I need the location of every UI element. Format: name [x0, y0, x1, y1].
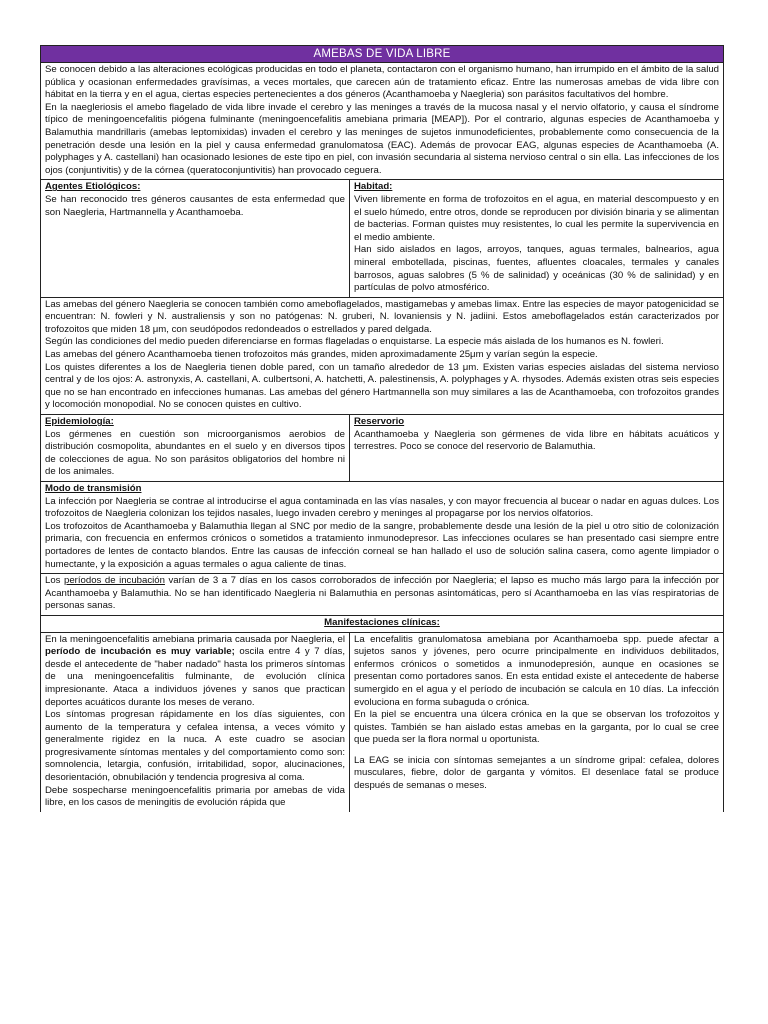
generos-section [41, 298, 723, 415]
intro-paragraph-2: En la naegleriosis el amebo flagelado de vida libre invade el cerebro y las meninges a través de la mucosa nasal y el nervio olfatorio, y causa el síndrome típico de meningoencefalitis piógena fulminante (meningoencefalitis amebiana primaria [MEAP]). Por el contrario, algunas especies de Acanthamoeba y Balamuthia mandrillaris (amebas leptomixidas) invaden el cerebro y las meninges de sujetos inmunodeficientes, probablemente como consecuencia de la penetración desde una lesión en la piel y causa enfermedad granulomatosa (EAC). Además de provocar EAG, algunas especies de Acanthamoeba (A. polyphages y A. castellani) han ocasionado lesiones de este tipo en piel, con invasión secundaria al sistema nervioso central o sin ella. Las infecciones de los ojos (conjuntivitis) y de la córnea (queratoconjuntivitis) han provocado ceguera. [45, 101, 719, 176]
manifestaciones-right [350, 633, 723, 812]
epidemiologia-section [41, 415, 350, 481]
transmision-section [41, 482, 723, 574]
habitat-paragraph-2: Han sido aislados en lagos, arroyos, tanques, aguas termales, balnearios, agua mineral embotellada, piscinas, fuentes, afluentes cloacales, termales y canales barrosos, aguas salobres (5 % de salinidad) y oceánicas (30 % de salinidad) y en partículas de polvo atmosférico. [354, 244, 719, 294]
meap-p1-bold: período de incubación es muy variable; [45, 646, 235, 658]
intro-paragraph-1: Se conocen debido a las alteraciones ecológicas producidas en todo el planeta, contactaron con el organismo humano, han irrumpido en el ámbito de la salud pública y ocasionan enfermedades gravísimas, a veces mortales, que carecen aún de tratamiento eficaz. Entre las numerosas amebas de vida libre con hábitat en la tierra y en el agua, ciertas especies pertenecientes a dos géneros (Acanthamoeba y Naegleria) son parásitos facultativos del hombre. [45, 64, 719, 101]
generos-paragraph-3: Las amebas del género Acanthamoeba tienen trofozoitos más grandes, miden aproximadamente 25μm y varían según la especie. [45, 349, 598, 361]
generos-paragraph-4: Los quistes diferentes a los de Naegleria tienen doble pared, con un tamaño alrededor de 13 μm. Existen varias especies aisladas del sistema nervioso central y de los ojos: A. astronyxis, A. castellani, A. culbertsoni, A. hatchetti, A. palestinensis, A. polyphages y A. rhysodes. Además existen otras seis especies que no se han encontrado en infecciones humanas. Las amebas del género Hartmannella son muy similares a las de Acanthamoeba, con trofozoitos grandes y locomoción monopodial. No se conocen quistes en cultivo. [45, 361, 719, 411]
meap-p1-start: En la meningoencefalitis amebiana primaria causada por Naegleria, el [45, 633, 345, 645]
manifestaciones-heading: Manifestaciones clínicas: [324, 616, 440, 628]
manifestaciones-left [41, 633, 350, 812]
incubacion-prefix: Los [45, 575, 64, 587]
agentes-habitat-row [41, 180, 723, 297]
generos-paragraph-2: Según las condiciones del medio pueden diferenciarse en formas flageladas o enquistarse. La especie más aislada de los humanos es N. fowleri. [45, 336, 664, 348]
incubacion-term: períodos de incubación [64, 575, 165, 587]
meap-paragraph-3: Debe sospecharse meningoencefalitis primaria por amebas de vida libre, en los casos de meningitis de evolución rápida que [45, 784, 345, 809]
agentes-section [41, 180, 350, 296]
incubacion-paragraph [45, 575, 719, 613]
meap-p1-end: oscila entre 4 y 7 días, desde el antecedente de "haber nadado" hasta los primeros síntomas de una meningoencefalitis fulminante, de evolución clínica impresionante. Ataca a individuos jóvenes y sanos que practican deportes acuáticos durante los meses de verano. [45, 646, 345, 708]
eag-paragraph-1: La encefalitis granulomatosa amebiana por Acanthamoeba spp. puede afectar a sujetos sanos y jóvenes, pero ocurre principalmente en individuos debilitados, enfermos crónicos o sometidos a inmunodepresión, aunque en ocasiones se presentan como portadores sanos. En esta entidad existe el antecedente de haberse sumergido en el agua y el período de incubación se calcula en 10 días. La infección evoluciona en forma subaguda o crónica. [354, 633, 719, 708]
transmision-paragraph-2: Los trofozoitos de Acanthamoeba y Balamuthia llegan al SNC por medio de la sangre, probablemente desde una lesión de la piel u otro sitio de colonización primaria, con frecuencia en enfermos crónicos o sometidos a tratamiento inmunodepresor. Las infecciones oculares se han presentado casi siempre entre portadores de lentes de contacto blandos. Entre las causas de infección corneal se han hallado el uso de solución salina casera, como agente limpiador o humectante, y la exposición a aguas termales o agua caliente de tinas. [45, 520, 719, 570]
incubacion-text: varían de 3 a 7 días en los casos corroborados de infección por Naegleria; el lapso es mucho más largo para la infección por Acanthamoeba y Balamuthia. No se han identificado Naegleria ni Balamuthia en personas asintomáticas, pero sí Acanthamoeba en las vías respiratorias de personas sanas. [45, 575, 719, 612]
reservorio-text: Acanthamoeba y Naegleria son gérmenes de vida libre en hábitats acuáticos y terrestres. Poco se conoce del reservorio de Balamuthia. [354, 428, 719, 453]
epidemiologia-text: Los gérmenes en cuestión son microorganismos aerobios de distribución cosmopolita, abundantes en el suelo y en diversos tipos de colecciones de agua. No son parásitos obligatorios del hombre ni de los animales. [45, 428, 345, 478]
agentes-text: Se han reconocido tres géneros causantes de esta enfermedad que son Naegleria, Hartmannella y Acanthamoeba. [45, 193, 345, 218]
document-page [40, 45, 724, 812]
agentes-heading: Agentes Etiológicos: [45, 181, 141, 193]
meap-paragraph-2: Los síntomas progresan rápidamente en los días siguientes, con aumento de la temperatura y cefalea intensa, a veces vómito y generalmente rigidez en la nuca. A este cuadro se asocian progresivamente síntomas mentales y del comportamiento como son: somnolencia, letargia, confusión, irritabilidad, sopor, alucinaciones, desorientación, obnubilación y tendencia progresiva al coma. [45, 709, 345, 784]
epidemiologia-heading: Epidemiología: [45, 416, 114, 428]
spacer [354, 747, 719, 755]
eag-paragraph-2: En la piel se encuentra una úlcera crónica en la que se observan los trofozoitos y quistes. También se han aislado estas amebas en la garganta, por lo cual se cree que pueda ser la flora normal u oportunista. [354, 709, 719, 746]
transmision-paragraph-1: La infección por Naegleria se contrae al introducirse el agua contaminada en las vías nasales, y con mayor frecuencia al bucear o nadar en aguas dulces. Los trofozoitos de Naegleria colonizan los tejidos nasales, luego invaden cerebro y meninges al propagarse por los nervios olfatorios. [45, 495, 719, 520]
habitat-paragraph-1: Viven libremente en forma de trofozoitos en el agua, en material descompuesto y en el suelo húmedo, entre otros, donde se reproducen por división binaria y se alimentan de bacterias. Forman quistes muy resistentes, lo cual les permite la supervivencia en el medio ambiente. [354, 193, 719, 243]
document-title: AMEBAS DE VIDA LIBRE [41, 46, 723, 63]
meap-paragraph-1 [45, 634, 345, 710]
intro-section [41, 63, 723, 180]
generos-paragraph-1: Las amebas del género Naegleria se conocen también como ameboflagelados, mastigamebas y amebas limax. Entre las especies de mayor patogenicidad se encuentran: N. fowleri y N. australiensis y son no patógenas: N. gruberi, N. lovaniensis y N. jadiini. Estos ameboflagelados están caracterizados por trofozoitos que miden 18 μm, con seudópodos redondeados o estrellados y pared delgada. [45, 298, 719, 335]
manifestaciones-heading-row [41, 616, 723, 633]
reservorio-section [350, 415, 723, 481]
eag-paragraph-3: La EAG se inicia con síntomas semejantes a un síndrome gripal: cefalea, dolores musculares, fiebre, dolor de garganta y vómitos. El desenlace fatal se produce después de semanas o meses. [354, 754, 719, 792]
manifestaciones-row [41, 633, 723, 812]
incubacion-section [41, 574, 723, 616]
habitat-section [350, 180, 723, 296]
reservorio-heading: Reservorio [354, 416, 405, 428]
habitat-heading: Habitad: [354, 181, 393, 193]
transmision-heading: Modo de transmisión [45, 483, 142, 494]
epidemiologia-reservorio-row [41, 415, 723, 482]
